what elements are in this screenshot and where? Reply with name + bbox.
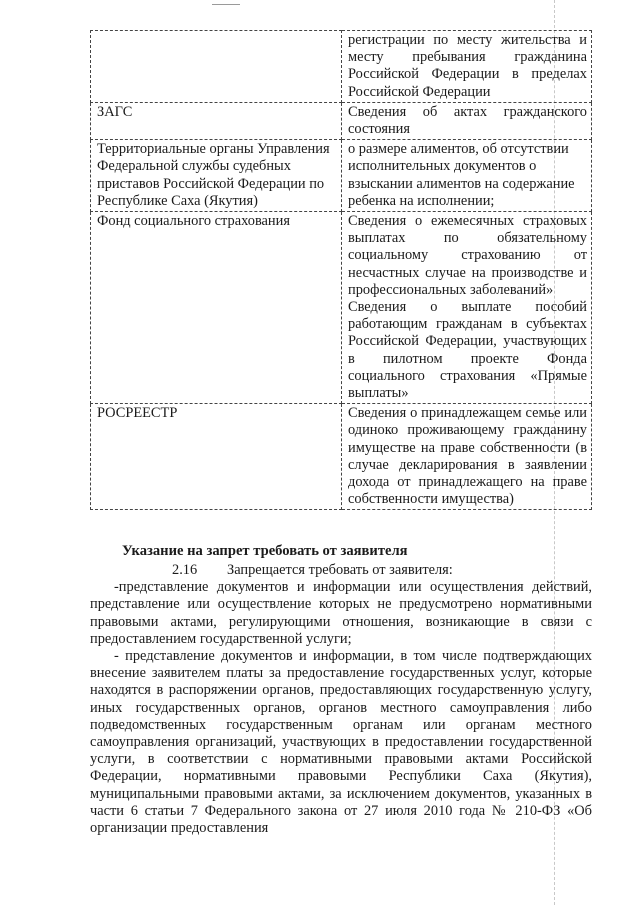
agency-cell: РОСРЕЕСТР [91,404,342,510]
info-text: Сведения об актах гражданского состояния [348,103,587,138]
info-cell [342,212,592,404]
info-text: Сведения о принадлежащем семье или одиноко проживающему гражданину имуществе на праве собственности (в случае декларирования в заявлении дохода от принадлежащего на праве собственности имущества) [348,405,587,508]
info-cell [342,140,592,212]
table-row [91,31,592,103]
scan-top-mark [212,0,240,5]
info-text: Сведения о ежемесячных страховых выплатах по обязательному социальному страхованию от несчастных случае на производстве и профессиональных заболеваний» [348,213,587,298]
clause-lead: Запрещается требовать от заявителя: [227,562,453,578]
info-cell [342,31,592,103]
info-cell [342,102,592,139]
clause-number: 2.16 [172,562,198,578]
info-text: о размере алиментов, об отсутствии исполнительных документов о взыскании алиментов на содержание ребенка на исполнении; [348,141,575,209]
table-row [91,212,592,404]
paragraph: -представление документов и информации или осуществления действий, представление или осуществление которых не предусмотрено нормативными правовыми актами, регулирующими отношения, возникающие в связи с предоставлением государственной услуги; [90,579,592,647]
info-cell [342,404,592,510]
agency-cell: Территориальные органы Управления Федеральной службы судебных приставов Российской Федерации по Республике Саха (Якутия) [91,140,342,212]
agency-cell [91,31,342,103]
table-row [91,404,592,510]
table-row [91,102,592,139]
agency-cell: ЗАГС [91,102,342,139]
info-text: регистрации по месту жительства и месту пребывания гражданина Российской Федерации в пределах Российской Федерации [348,32,587,100]
table-row [91,140,592,212]
info-text: Сведения о выплате пособий работающим гражданам в субъектах Российской Федерации, участвующих в пилотном проекте Фонда социального страхования «Прямые выплаты» [348,299,587,402]
section-body [90,562,592,837]
clause-line [90,562,592,579]
agencies-table [90,30,592,510]
section-heading: Указание на запрет требовать от заявителя [122,543,408,559]
agency-cell: Фонд социального страхования [91,212,342,404]
paragraph: - представление документов и информации, в том числе подтверждающих внесение заявителем платы за предоставление государственных услуг, которые находятся в распоряжении органов, предоставляющих государственную услугу, иных государственных органов, органов местного самоуправления либо подведомственных государственным органам или органам местного самоуправления организаций, участвующих в предоставлении государственной услуги, в соответствии с нормативными правовыми актами Российской Федерации, нормативными правовыми Республики Саха (Якутия), муниципальными правовыми актами, за исключением документов, указанных в части 6 статьи 7 Федерального закона от 27 июля 2010 года № 210-ФЗ «Об организации предоставления [90,648,592,837]
